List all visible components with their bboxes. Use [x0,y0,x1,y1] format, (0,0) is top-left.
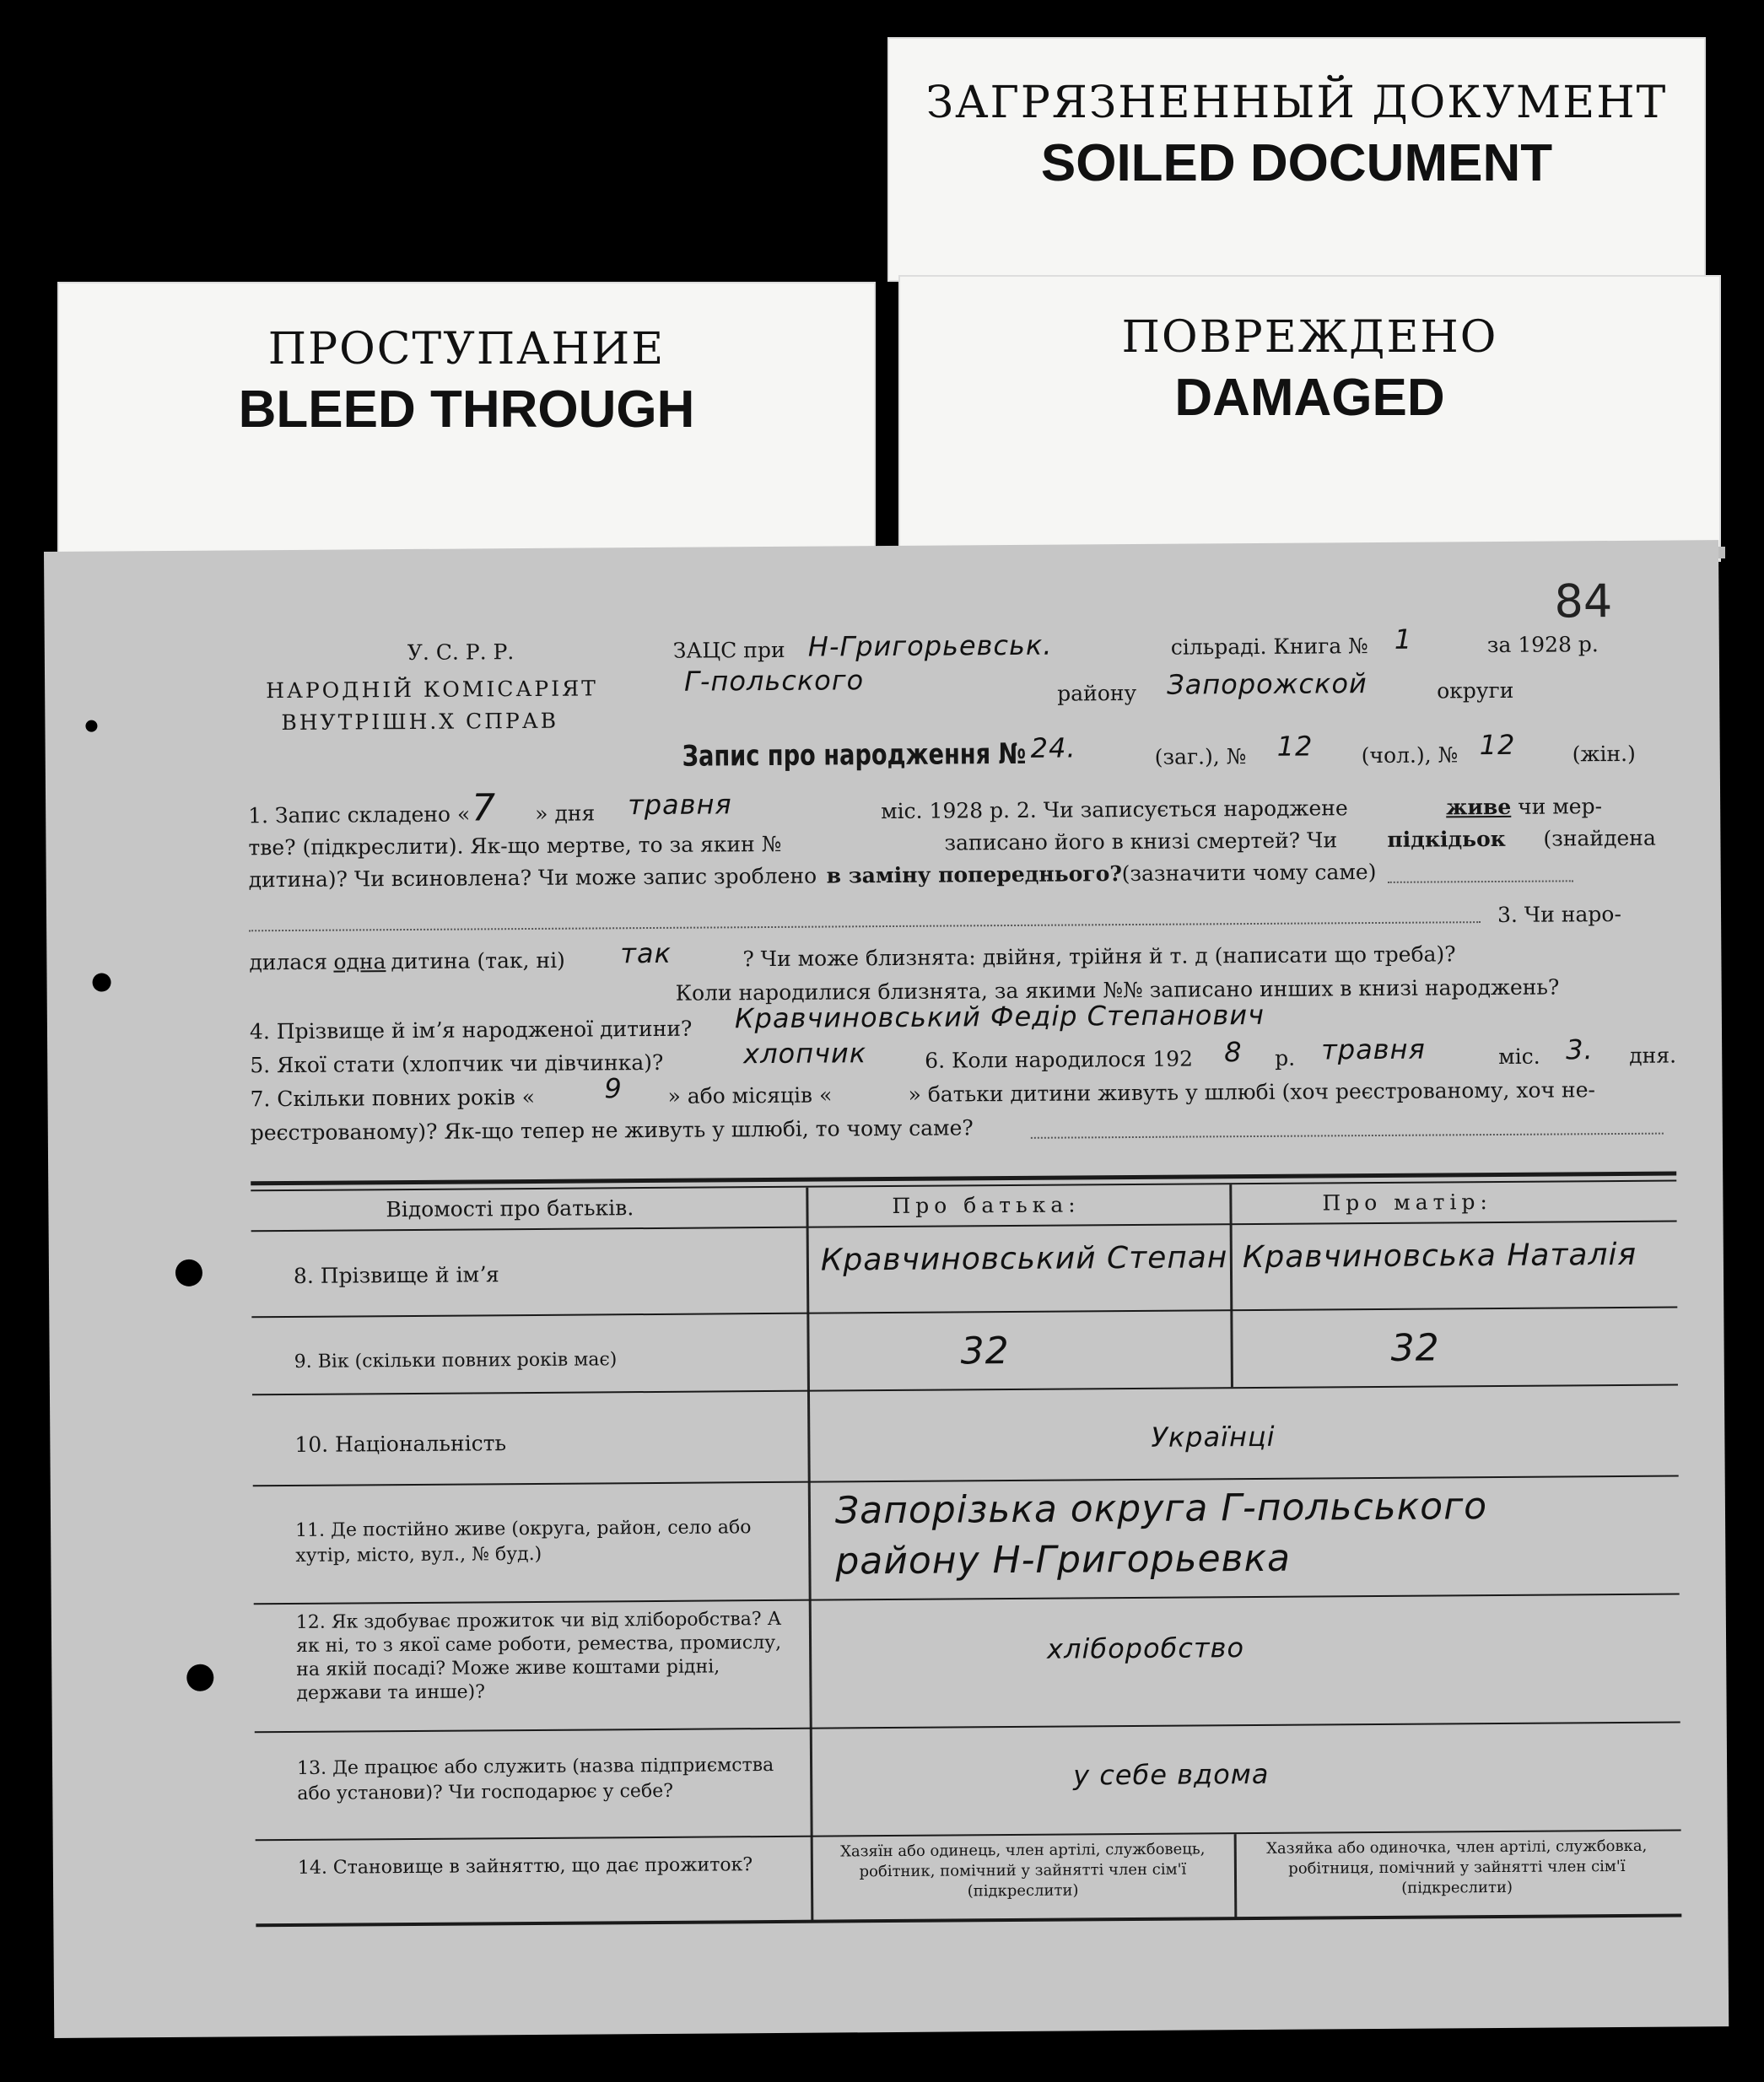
silradi-label: сільраді. Книга № [1170,634,1368,660]
zags-label: ЗАЦС при [672,637,785,663]
q3-answer-handwritten: так [620,936,672,970]
column-divider [806,1188,813,1922]
workplace-handwritten: у себе вдома [1073,1757,1270,1792]
q4-label: 4. Прізвище й імʼя народженої дитини? [249,1016,693,1044]
birth-record-page [44,540,1729,2038]
birth-year-handwritten: 8 [1224,1036,1243,1069]
row-rule [254,1593,1680,1605]
q1-text-b: » дня [535,801,596,826]
punch-hole [92,973,111,991]
q5-label: 5. Якої стати (хлопчик чи дівчинка)? [250,1049,664,1078]
column-divider [1229,1184,1233,1387]
row-rule [255,1721,1680,1733]
zag-number-handwritten: 12 [1276,730,1314,763]
village-field [808,628,1129,663]
q1-alive-word: живе [1446,794,1512,820]
father-employment-options: Хазяїн або одинець, член артілі, службовець, робітник, помічний у зайнятті член сім'ї (підкреслити) [840,1840,1206,1901]
column-divider [1234,1834,1238,1918]
q1-line3b: (зазначити чому саме) [1121,859,1377,887]
dotted-blank [1031,1133,1664,1139]
row-rule [252,1384,1678,1396]
father-name-handwritten: Кравчиновський Степан [820,1240,1228,1278]
q1-month-handwritten: травня [627,788,732,822]
q3-text-c: ? Чи може близнята: двійня, трійня й т. д (написати що треба)? [742,941,1456,972]
zag-label: (заг.), № [1154,744,1247,769]
q3-one: одна [333,949,386,974]
row-label-workplace: 13. Де працює або служить (назва підприємства або установи)? Чи господарює у себе? [296,1754,774,1804]
record-title: Запис про народження № [682,736,1027,774]
punch-hole [175,1259,202,1286]
child-name-handwritten: Кравчиновський Федір Степанович [734,998,1265,1035]
marriage-years-handwritten: 9 [604,1072,623,1105]
card-en-label: DAMAGED [1174,369,1445,427]
occupation-handwritten: хліборобство [1046,1632,1245,1665]
bleed-through-card [57,282,876,569]
usrr-label: У. С. Р. Р. [407,639,515,665]
table-bottom-rule [256,1913,1681,1927]
row-rule [251,1307,1677,1319]
book-number-handwritten: 1 [1394,623,1413,655]
father-age-handwritten: 32 [960,1330,1010,1373]
q7-text-d: реєстрованому)? Як-що тепер не живуть у шлюбі, то чому саме? [250,1115,974,1146]
punch-hole [186,1664,213,1691]
q1-text-c: міс. 1928 р. 2. Чи записується народжене [881,796,1348,824]
q3-text-a: дилася [249,949,328,975]
card-ru-label: ЗАГРЯЗНЕННЫЙ ДОКУМЕНТ [925,78,1668,128]
q1-text-d: чи мер- [1518,794,1603,819]
q6-label: 6. Коли народилося 192 [925,1046,1194,1073]
q1-foundling: підкідьок [1387,826,1506,852]
q7-text-c: » батьки дитини живуть у шлюбі (хоч реєстрованому, хоч не- [908,1077,1596,1107]
residence-line2-handwritten: району Н-Григорьевка [835,1536,1292,1583]
q1-line2c: (знайдена [1543,825,1656,851]
table-header-mother: Про матір: [1322,1189,1492,1216]
q3-text-b: дитина (так, ні) [391,947,565,974]
table-header-father: Про батька: [892,1192,1081,1218]
year-label: за 1928 р. [1486,632,1599,658]
mother-name-handwritten: Кравчиновська Наталія [1242,1237,1637,1276]
record-number-handwritten: 24. [1030,731,1076,764]
village-handwritten: Н-Григорьевськ. [807,628,1053,663]
row-label-nationality: 10. Національність [294,1431,507,1457]
mother-employment-options: Хазяйка або одиночка, член артілі, службовка, робітниця, помічний у зайнятті член сім'ї (підкреслити) [1266,1837,1648,1897]
twins-question: Коли народилися близнята, за якими №№ записано инших в книзі народжень? [675,974,1560,1006]
q1-replace: в заміну попереднього? [826,861,1123,888]
q6-r: р. [1275,1045,1296,1071]
row-label-age: 9. Вік (скільки повних років має) [294,1349,618,1373]
q1-line2: тве? (підкреслити). Як-що мертве, то за якин № [248,831,782,860]
chol-number-handwritten: 12 [1479,728,1516,762]
commissariat-line-1: НАРОДНІЙ КОМІСАРІЯТ [266,676,598,704]
page-number: 84 [1554,574,1613,628]
commissariat-line-2: ВНУТРІШН.Х СПРАВ [281,708,559,736]
card-en-label: SOILED DOCUMENT [1040,134,1553,192]
q7-text-a: 7. Скільки повних років « [250,1084,536,1112]
header-rule [251,1221,1677,1232]
row-label-occupation: 12. Як здобуває прожиток чи від хліборобства? А як ні, то з якої саме роботи, ремества, промислу, на якій посаді? Може живе коштами рідні, держави та инше)? [295,1608,782,1704]
damaged-card [898,275,1721,562]
soiled-document-card [887,37,1706,282]
zhin-label: (жін.) [1572,741,1636,767]
card-en-label: BLEED THROUGH [238,380,695,439]
card-ru-label: ПРОСТУПАНИЕ [267,324,666,375]
q1-line3a: дитина)? Чи всиновлена? Чи може запис зроблено [248,863,817,893]
sex-handwritten: хлопчик [743,1037,867,1071]
table-header-info: Відомості про батьків. [386,1195,634,1222]
dotted-blank [1388,880,1573,883]
residence-line1-handwritten: Запорізька округа Г-польського [834,1485,1488,1533]
mother-age-handwritten: 32 [1390,1326,1440,1370]
q1-text-a: 1. Запис складено « [248,801,471,828]
card-ru-label: ПОВРЕЖДЕНО [1121,312,1498,363]
district-handwritten: Г-польского [683,664,865,698]
q6-dnya: дня. [1629,1043,1677,1068]
row-label-residence: 11. Де постійно живе (округа, район, село або хутір, місто, вул., № буд.) [295,1517,752,1567]
birth-day-handwritten: 3. [1566,1033,1594,1066]
okruhy-label: округи [1437,677,1514,704]
dotted-blank [249,921,1481,931]
nationality-handwritten: Українці [1151,1420,1276,1454]
q1-line2b: записано його в книзі смертей? Чи [944,828,1338,855]
q7-text-b: » або місяців « [667,1082,833,1108]
punch-hole [85,720,97,732]
okruha-handwritten: Запорожской [1167,667,1368,701]
q6-mis: міс. [1498,1044,1540,1069]
q3-label: 3. Чи наро- [1497,901,1621,927]
rayonu-label: району [1057,680,1137,706]
q1-day-handwritten: 7 [471,786,497,830]
birth-month-handwritten: травня [1321,1033,1426,1066]
row-label-employment: 14. Становище в зайняттю, що дає прожиток? [297,1854,753,1879]
chol-label: (чол.), № [1361,742,1459,769]
row-label-name: 8. Прізвище й імʼя [293,1262,499,1288]
table-top-rule [251,1172,1676,1186]
